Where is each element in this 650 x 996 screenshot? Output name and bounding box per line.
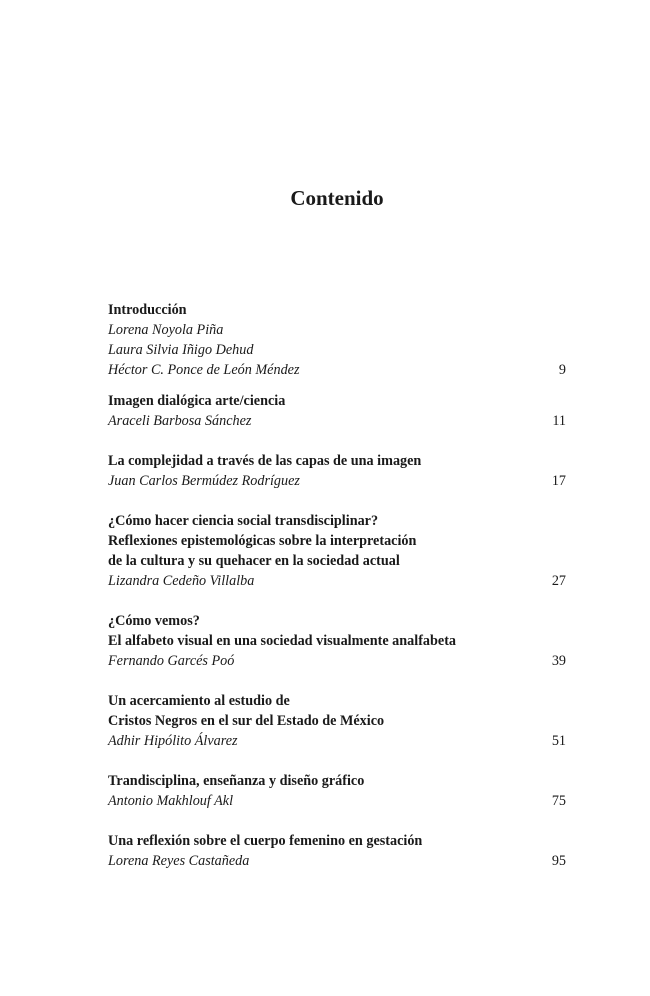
toc-entry-title: La complejidad a través de las capas de una imagen	[108, 453, 422, 469]
toc-entry[interactable]	[108, 691, 566, 751]
toc-entry[interactable]	[108, 511, 566, 591]
toc-entry-author: Fernando Garcés Poó	[108, 653, 235, 669]
toc-entry-author: Lizandra Cedeño Villalba	[108, 573, 255, 589]
toc-entry-title: Un acercamiento al estudio de	[108, 693, 290, 709]
toc-entry-author: Lorena Reyes Castañeda	[108, 853, 250, 869]
toc-entry-title: ¿Cómo vemos?	[108, 613, 200, 629]
toc-entry-title: Una reflexión sobre el cuerpo femenino en gestación	[108, 833, 423, 849]
toc-entry-page-number: 95	[551, 853, 566, 869]
toc-entry-title: El alfabeto visual en una sociedad visualmente analfabeta	[108, 633, 457, 649]
toc-entry[interactable]	[108, 300, 566, 380]
toc-entry-page-number: 39	[551, 653, 566, 669]
toc-entry-author: Lorena Noyola Piña	[108, 322, 224, 338]
page-title: Contenido	[290, 186, 384, 210]
table-of-contents	[108, 300, 566, 871]
toc-entry-author: Juan Carlos Bermúdez Rodríguez	[108, 473, 300, 489]
toc-entry-page-number: 51	[551, 733, 566, 749]
toc-entry-author: Héctor C. Ponce de León Méndez	[108, 362, 300, 378]
toc-entry-author: Laura Silvia Iñigo Dehud	[108, 342, 254, 358]
toc-entry-page-number: 17	[551, 473, 566, 489]
toc-entry-title: Reflexiones epistemológicas sobre la interpretación	[108, 533, 417, 549]
toc-entry-title: Cristos Negros en el sur del Estado de México	[108, 713, 385, 729]
toc-entry-author: Antonio Makhlouf Akl	[108, 793, 234, 809]
toc-entry-author: Araceli Barbosa Sánchez	[108, 413, 252, 429]
toc-entry-title: Trandisciplina, enseñanza y diseño gráfico	[108, 773, 365, 789]
toc-entry-title: ¿Cómo hacer ciencia social transdisciplinar?	[108, 513, 379, 529]
toc-entry-page-number: 9	[558, 362, 566, 378]
toc-entry[interactable]	[108, 451, 566, 491]
toc-entry-page-number: 27	[551, 573, 566, 589]
toc-entry-page-number: 11	[552, 413, 566, 429]
toc-entry-title: Introducción	[108, 302, 187, 318]
toc-entry[interactable]	[108, 391, 566, 431]
toc-entry[interactable]	[108, 611, 566, 671]
toc-entry[interactable]	[108, 771, 566, 811]
toc-entry-author: Adhir Hipólito Álvarez	[108, 733, 238, 749]
toc-entry-page-number: 75	[551, 793, 566, 809]
toc-entry[interactable]	[108, 831, 566, 871]
toc-entry-title: de la cultura y su quehacer en la sociedad actual	[108, 553, 400, 569]
toc-entry-title: Imagen dialógica arte/ciencia	[108, 393, 286, 409]
